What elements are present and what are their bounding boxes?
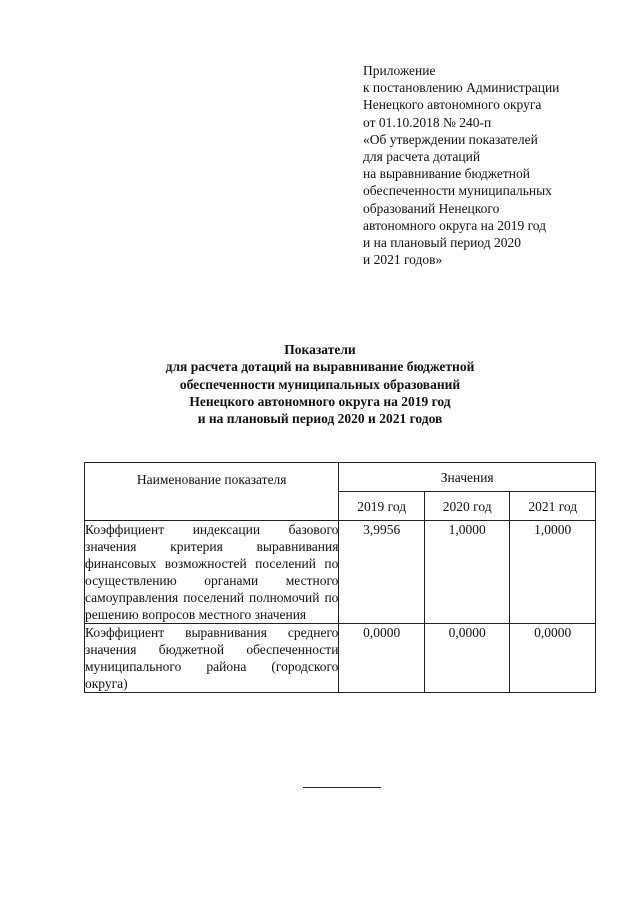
appendix-line: обеспеченности муниципальных: [363, 183, 552, 199]
appendix-block: [363, 62, 623, 268]
indicator-value-2019: 3,9956: [339, 521, 425, 624]
header-year-2019: 2019 год: [339, 492, 425, 521]
appendix-line: к постановлению Администрации: [363, 80, 560, 96]
header-year-2020: 2020 год: [424, 492, 510, 521]
appendix-line: на выравнивание бюджетной: [363, 166, 530, 182]
indicator-value-2020: 0,0000: [424, 624, 510, 693]
header-year-2021: 2021 год: [510, 492, 596, 521]
indicator-name: Коэффициент выравнивания среднего значения бюджетной обеспеченности муниципального района (городского округа): [85, 625, 339, 691]
indicators-table: [84, 462, 596, 693]
appendix-line: Приложение: [363, 63, 436, 78]
indicator-value-2021: 0,0000: [510, 624, 596, 693]
appendix-line: для расчета дотаций: [363, 149, 481, 165]
table-row: [85, 624, 596, 693]
table-row: [85, 521, 596, 624]
appendix-line: образований Ненецкого: [363, 200, 500, 216]
indicator-value-2019: 0,0000: [339, 624, 425, 693]
closing-divider: [303, 787, 381, 788]
appendix-line: от 01.10.2018 № 240-п: [363, 114, 492, 130]
header-name: Наименование показателя: [136, 472, 287, 487]
document-title: [0, 341, 640, 427]
indicator-value-2020: 1,0000: [424, 521, 510, 624]
appendix-line: и на плановый период 2020: [363, 235, 521, 251]
appendix-line: автономного округа на 2019 год: [363, 217, 546, 233]
table-header-row: [85, 463, 596, 492]
title-line: и на плановый период 2020 и 2021 годов: [197, 411, 443, 427]
title-line: для расчета дотаций на выравнивание бюджетной: [165, 359, 475, 375]
title-line: обеспеченности муниципальных образований: [179, 376, 461, 392]
appendix-line: «Об утверждении показателей: [363, 131, 538, 147]
title-line: Ненецкого автономного округа на 2019 год: [189, 393, 451, 409]
title-line: Показатели: [284, 342, 356, 357]
appendix-line: Ненецкого автономного округа: [363, 97, 542, 113]
indicator-name: Коэффициент индексации базового значения критерия выравнивания финансовых возможностей поселений по осуществлению органами местного самоуправления поселений полномочий по решению вопросов местного значения: [85, 522, 339, 622]
appendix-line: и 2021 годов»: [363, 252, 443, 268]
header-name-cell: [85, 463, 339, 521]
indicator-value-2021: 1,0000: [510, 521, 596, 624]
header-values: Значения: [339, 463, 596, 492]
